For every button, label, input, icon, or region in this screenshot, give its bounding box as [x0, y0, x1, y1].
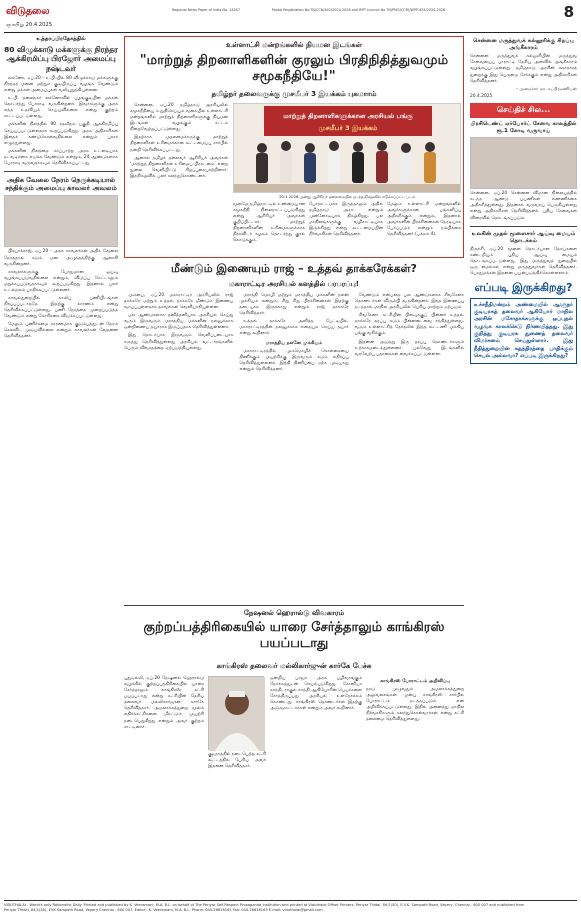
portrait-graphic: [209, 677, 265, 751]
page-number: 8: [563, 3, 574, 21]
mid-article-columns: [124, 293, 464, 375]
bottom-kicker: நேஷனல் ஹெரால்டு விவகாரம்: [243, 609, 345, 617]
right-headline-2: பிரசிடெண்ட் ஏர்போர்ட் சேவை காலத்தில் ரூ.1 கோடி வருவாய்: [470, 120, 577, 135]
byline: – அமைச்சர் மா. சுப்பிரமணியன்: [516, 85, 577, 91]
portrait-photo: [208, 676, 264, 750]
paragraph: பிரயாக்ராஜ், ஏப்.20 - அரசு காவலர்கள் அதிக வேலை நேரத்தால் கடும் மன அழுத்தத்திற்கு ஆளாகி வருகின்றனர்.: [4, 249, 118, 267]
paragraph: மக்களின் நிலத்தை காப்பாற்ற அரசு உடனடியாக நடவடிக்கை எடுக்க வேண்டும் என்றும், 24 ஆண்டுகளாக போராடி வருவதாகவும் தெரிவிக்கப்பட்டது.: [4, 148, 118, 166]
lead-photo-caption: 20.1.2026 அன்று ஆசிரியர் தலைமையில் நடந்த நிகழ்வில் எடுக்கப்பட்ட படம்: [279, 194, 415, 199]
left-article-body: [4, 76, 118, 167]
lead-body-col2: போராட்டமாக இருந்தாலும் அதில் தமிழ்நாடு அரசு என்றும் முன்னோடியாக திகழ்கிறது. பல மாநிலங்களுக்கு வழிகாட்டியாக இருக்கிறது என்று கூட்டமைப்பின் நிர்வாகிகள் தெரிவித்தனர்.: [309, 202, 383, 238]
paragraph: இதனை அடுத்து இரு தரப்பு தொண்டர்களும் உற்சாகமடைந்துள்ளனர். பல்வேறு இடங்களில் வரவேற்பு பதாகைகள் வைக்கப்பட்டுள்ளன.: [354, 339, 464, 357]
paragraph: இது தொடர்பாக இருவரும் வெளிப்படையாக கருத்து தெரிவித்துள்ளது அரசியல் வட்டாரங்களில் பெரும் விவாதத்தை ஏற்படுத்தியுள்ளது.: [124, 333, 234, 351]
lead-headline: "மாற்றுத் திறனாளிகளின் குரலும் பிரதிநிதித்துவமும் சமூகநீதியே!": [139, 53, 449, 84]
paragraph: மகாராட்டிரத்தில் மும்மொழிக் கொள்கையை திணிக்கும் முயற்சிக்கு இருவரும் கடும் எதிர்ப்பு தெரிவித்துள்ளனர். இந்தி திணிப்பை ஏற்க முடியாது என்றும் தெரிவித்தனர்.: [239, 348, 349, 373]
bottom-headline: குற்றப்பத்திரிகையில் யாரை சேர்த்தாலும் காங்கிரஸ் பயப்படாது: [143, 620, 445, 651]
right-body-1: சென்னை மருத்துவக் கல்லூரியின் மருத்துவ சேவையைப் பாராட்டி தேசிய அளவில் அங்கீகாரம் வழங்கப்பட்டுள்ளது. தமிழ்நாடு அரசின் சுகாதாரத் துறைக்கு இது பெருமை சேர்க்கும் என்று அதிகாரிகள் தெரிவித்தனர்.: [470, 54, 577, 84]
bottom-subhead: காங்கிரஸ் போராட்டம் அறிவிப்பு: [380, 679, 450, 684]
imprint-line-1: VIDUTHALAI - World's only Rationalist Daily. Printed and published by K. Veeramani, M.A. B.L. on behalf of The Periyar Self-Respect Propaganda Institution and printed at Viduthalai Offset Printers, Periyar Thidal, 84/1(50), E.V.K. Sampath Road, Vepery, Chennai - 600 007 and published from: [4, 903, 525, 907]
lead-body-col3: மேலும் உள்ளாட்சி மன்றங்களில் அவர்களுக்கான பங்களிப்பு அதிகரிக்கும் என்றும், இதனால் அவர்களின் பிரச்சினைகள் நேரடியாக பேசப்படும் என்றும் நம்பிக்கை தெரிவித்தனர் (பக்கம் 4).: [387, 202, 461, 238]
paragraph: வேண்டும் என்பதை பல ஆண்டுகளாக சிவசேனா தொண்டர்கள் விரும்பி வருகின்றனர். இந்த இணைப்பு நடந்தால் மாநில அரசியலில் பெரிய மாற்றம் ஏற்படும்.: [354, 293, 464, 311]
lead-photo: [233, 103, 461, 193]
imprint-line-2: Periyar Thidal, 84/1(50), EVK Sampath Road, Vepery Chennai - 600 007. Editor : K. Veeramani, M.A. B.L. Phone: 044-26618161 Fax: 044-26618163 E-mail: viduthalai@gmail.com: [4, 907, 323, 912]
mid-subheadline: மகாராட்டிர அரசியல் களத்தில் பரபரப்பு!: [229, 280, 359, 288]
right-headline-3: உலகின் முதல் மூளைசார் ஆய்வு மையம் தொடக்கம்: [471, 230, 576, 244]
right-headline-1: சென்னை மருத்துவக் கல்லூரிக்கு சிறப்பு அங்கீகாரம்: [473, 38, 574, 52]
right-date: 20.4.2025: [470, 94, 493, 100]
divider: [124, 605, 464, 606]
lead-subheadline: தமிழ்நர் தலைவருக்கு முசமீபர் 3 இயக்கம் புகமாாம்: [211, 90, 377, 98]
paragraph: மராத்தி மொழி மற்றும் மராத்திய மக்களின் நலன் முக்கியம் என்றும், சிறு சிறு பிரச்சினைகள் இதற்கு தடையாக இருக்காது என்றும் ராஜ் தாக்கரே தெரிவித்தார்.: [239, 293, 349, 317]
photo-banner-text: மாற்றுத் திறனாளிகளுக்கான அரசியல் பங்கு: [283, 112, 413, 120]
masthead: [4, 3, 577, 33]
issue-date: ஞாயிறு 20.4.2025: [6, 22, 52, 28]
imprint-footer: [4, 900, 577, 913]
bottom-column-1: புதுடில்லி, ஏப்.20 நேஷனல் ஹெரால்டு வழக்கில் குற்றப்பத்திரிகையில் யாரை சேர்த்தாலும் காங்கிரஸ் கட்சி பயப்படாது என்று கட்சியின் தேசிய தலைவர் மல்லிகார்ஜுன் கார்கே தெரிவித்தார். அமலாக்கத்துறை மூலம் எதிர்க்கட்சிகளை மிரட்டும் முயற்சி நடைபெறுகிறது என்றும் அவர் குற்றம் சாட்டினார்.: [124, 676, 204, 730]
poll-box: உச்சநீதிமன்றம் அண்மையில் ஆளுநர் குடியரசுத் தலைவர் ஆகியோர் மாநில அரசின் மசோதாக்களுக்கு ஒப்புதல் வழங்க காலக்கெடு நிர்ணயித்தது. இது குறித்து குடியரசு துணைத் தலைவர் விமர்சனம் செய்துள்ளார். இது நீதித்துறையின் சுதந்திரத்தை பாதிக்கும் செயல் அல்லவா? எப்படி இருக்கிறது?: [470, 298, 577, 364]
lead-photo-graphic: [234, 104, 461, 193]
news-photo: [470, 137, 577, 189]
article-photo: [4, 195, 118, 247]
divider: [470, 226, 577, 227]
paragraph: மக்களின் நிலத்தில் 90 சதவீதம் பகுதி ஆக்கிரமிப்பு செய்யப்பட்டுள்ளதாக கூறப்படுகிறது. அரசு அதிகாரிகள் இதைக் கண்டுகொள்வதில்லை என்றும் புகார் எழுந்துள்ளது.: [4, 122, 118, 146]
mid-subhead: மராத்திய நலனே முக்கியம்: [265, 340, 323, 346]
mid-column-3: [355, 293, 464, 375]
left-headline: 80 விழுக்காடு மக்களுக்கு நிரந்தர ஆக்கிரமிப்பு பிரஜோர் அமைப்பு நஷ்டவர்: [4, 45, 118, 73]
paragraph: இதற்காக முதலமைச்சருக்கு மாற்றுத் திறனாளிகள் உரிமைக்கான கூட்டமைப்பு சார்பில் நன்றி தெரிவிக்கப்பட்டது.: [130, 135, 228, 153]
paragraph: லக்னோ, ஏப்.20 - உ.பி.யில் 80 விழுக்காடு மக்களுக்கு நிரந்தர மனை மற்றும் குடியிருப்பு வழங்க வேண்டும் என்று மக்கள் அமைப்புகள் வலியுறுத்தியுள்ளன.: [4, 75, 118, 94]
paragraph: காவலர்களுக்கு போதுமான ஓய்வு வழங்கப்படுவதில்லை என்றும், விடுப்பு கேட்டாலும் மறுக்கப்படுவதாகவும் கூறப்படுகிறது. இதனால் பலர் உடல்நலம் பாதிக்கப்பட்டுள்ளனர்.: [4, 269, 118, 293]
paragraph: சிவசேனா கட்சியின் பிளவுக்குப் பின்னர் உத்தவ் தாக்கரே தரப்பு கடும் பின்னடைவை சந்தித்துள்ளது. வரும் உள்ளாட்சித் தேர்தலில் இந்த கூட்டணி முக்கிய பங்கு வகிக்கும்.: [354, 313, 464, 337]
poll-title: எப்படி இருக்கிறது?: [474, 281, 573, 295]
bottom-column-4: [366, 676, 464, 724]
left-column: [4, 36, 118, 343]
left-kicker: உத்தரப்பிரதேசத்தில்: [36, 36, 86, 42]
postal-text: Postal Registration No.TN/CCN/442/2024-2026 and RPP Licence No.TN/PMG(CCR)/WPP-425/2024-2026: [272, 8, 446, 12]
photo-banner-sub: முசமீபர் 3 இயக்கம்: [318, 124, 378, 132]
paragraph: நாடு முழுவதும் அமலாக்கத்துறை அலுவலகங்கள் முன்பு காங்கிரஸ் சார்பில் போராட்டம் நடத்தப்படும் என அறிவிக்கப்பட்டுள்ளது. இதில் அனைத்து மாநில நிர்வாகிகளும் கலந்துகொள்வார்கள் என்று கட்சி தலைமை தெரிவித்துள்ளது.: [366, 687, 464, 723]
right-column: [470, 36, 577, 364]
paragraph: சென்னை, ஏப்.20 தமிழ்நாடு அரசியலில் சமூகநீதியை உறுதிசெய்யும் வகையில் உள்ளாட்சி மன்றங்களில் மாற்றுத் திறனாளிகளுக்கு நியமன இடங்கள் வழங்கும் சட்டம் நிறைவேற்றப்பட்டுள்ளது.: [130, 103, 228, 133]
lead-kicker: உள்ளாட்சி மன்றங்களில் நியமன இடங்கள்: [226, 41, 362, 49]
right-body-2: சென்னை, ஏப்.20 சென்னை விமான நிலையத்தில் கடந்த ஆண்டு பயணிகள் எண்ணிக்கை அதிகரித்துள்ளது. இதனால் வருவாய் பெருகியுள்ளது என்று அதிகாரிகள் தெரிவித்தனர். புதிய சேவைகள் விரைவில் தொடங்கப்படும்.: [470, 191, 577, 221]
registration-text: Regional News Paper of India No. 14287: [172, 8, 240, 12]
left-headline-2: அதிக வேலை நேரம் நெருக்கடியால் சந்திக்கும் அமைப்பு காவலர் அவலம்: [5, 175, 117, 193]
paragraph: உ.பி. தலைநகர் லக்னோவில் பழங்குடியின மக்கள் தொடர்ந்து போராடி வருகின்றனர். இவர்களுக்கு அரசு எந்த உதவியும் செய்யவில்லை என்று குற்றம் சாட்டப்பட்டுள்ளது.: [4, 96, 118, 120]
paragraph: ஆனால் தமிழர் தலைவர் ஆசிரியர் அவர்கள் ‘மாற்றுத் திறனாளிகள் உரிமைப் பிரகடனம்’ என்ற நூலை வெளியிட்டு சிறப்புரையாற்றினார். இந்நிகழ்வில் பலர் கலந்துகொண்டனர்.: [130, 155, 228, 179]
bottom-subheadline: காங்கிரஸ் தலைவர் மல்லிகார்ஜுன் கார்கே பேச்சு: [216, 662, 372, 670]
paragraph: பல ஆண்டுகளாக தனித்தனியாக அரசியல் செய்து வரும் இருவரும் மராத்திய மக்களின் நலனுக்காக ஒன்றிணைய தயாராக இருப்பதாக தெரிவித்துள்ளனர்.: [124, 313, 234, 331]
mid-column-2: [239, 293, 348, 375]
bottom-column-3: ஒன்றிய பாஜக அரசு பழிவாங்கும் நோக்கத்துடன் செயல்படுகிறது. சோனியா காந்தி, ராகுல் காந்தி ஆகியோரின் பெயர்களை சேர்த்திருப்பது அரசியல் உள்நோக்கம் கொண்டது. காங்கிரஸ் தொண்டர்கள் இதற்கு அஞ்சமாட்டார்கள் என்றும் அவர் கூறினார்.: [270, 676, 362, 712]
newspaper-logo: விடுதலை: [6, 6, 50, 17]
paragraph: மேலும் பணிச்சுமை காரணமாக குடும்பத்துடன் நேரம் செலவிட முடியவில்லை என்றும் காவலர்கள் வேதனை தெரிவித்தனர்.: [4, 322, 118, 340]
right-body-3: திருச்சி, ஏப்.20 மூளை தொடர்பான நோய்களை கண்டறியும் புதிய ஆய்வு மையம் தொடங்கப்பட்டுள்ளது. இது மருத்துவத் துறையில் ஒரு மைல்கல் என்று மருத்துவர்கள் தெரிவித்தனர். பொதுமக்கள் இதனை பயன்படுத்திக்கொள்ளலாம்.: [470, 246, 577, 277]
lead-body-left: [130, 103, 228, 182]
paragraph: மும்பை, ஏப்.20 மகாராட்டிர அரசியலில் ராஜ் தாக்கரே மற்றும் உத்தவ் தாக்கரே மீண்டும் இணைய வாய்ப்புள்ளதாக தகவல்கள் வெளியாகியுள்ளன.: [124, 293, 234, 311]
paragraph: உத்தவ் தாக்கரே அளித்த பேட்டியில், மகாராட்டிரத்தின் நலனுக்காக எதையும் செய்ய தயார் என்று கூறினார்.: [239, 319, 349, 337]
left-article-body-2: [4, 249, 118, 340]
mid-headline: மீண்டும் இணையும் ராஜ் – உத்தவ் தாக்கரேக்கள்?: [171, 262, 417, 275]
bottom-column-2: குஜராத்தில் நடைபெற்ற கட்சி கூட்டத்தில் பேசிய அவர் இதனை தெரிவித்தார்.: [208, 752, 266, 770]
lead-story-box: [124, 36, 464, 258]
news-in-brief-banner: செய்திச் சில...: [470, 103, 577, 118]
mid-column-1: [124, 293, 233, 375]
lead-body-col1: மூலமே தமிழ்நாட்டில் உண்மையான சமூகநீதி நிலைநாட்டப்படுகிறது என்று ஆசிரியர் அவர்கள் குறிப்பிட்டார். மாற்றுத் திறனாளிகளின் உரிமைகளுக்காக திராவிடர் கழகம் தொடர்ந்து குரல் கொடுக்கும்.: [233, 202, 305, 244]
divider: [4, 171, 118, 172]
paragraph: காவல்துறையில் காலிப் பணியிடங்கள் நிரப்பப்படாததே இதற்கு காரணம் என்று தெரிவிக்கப்பட்டுள்ளது. பணி நேரத்தை முறைப்படுத்த வேண்டும் என்று கோரிக்கை விடுக்கப்பட்டுள்ளது.: [4, 295, 118, 320]
